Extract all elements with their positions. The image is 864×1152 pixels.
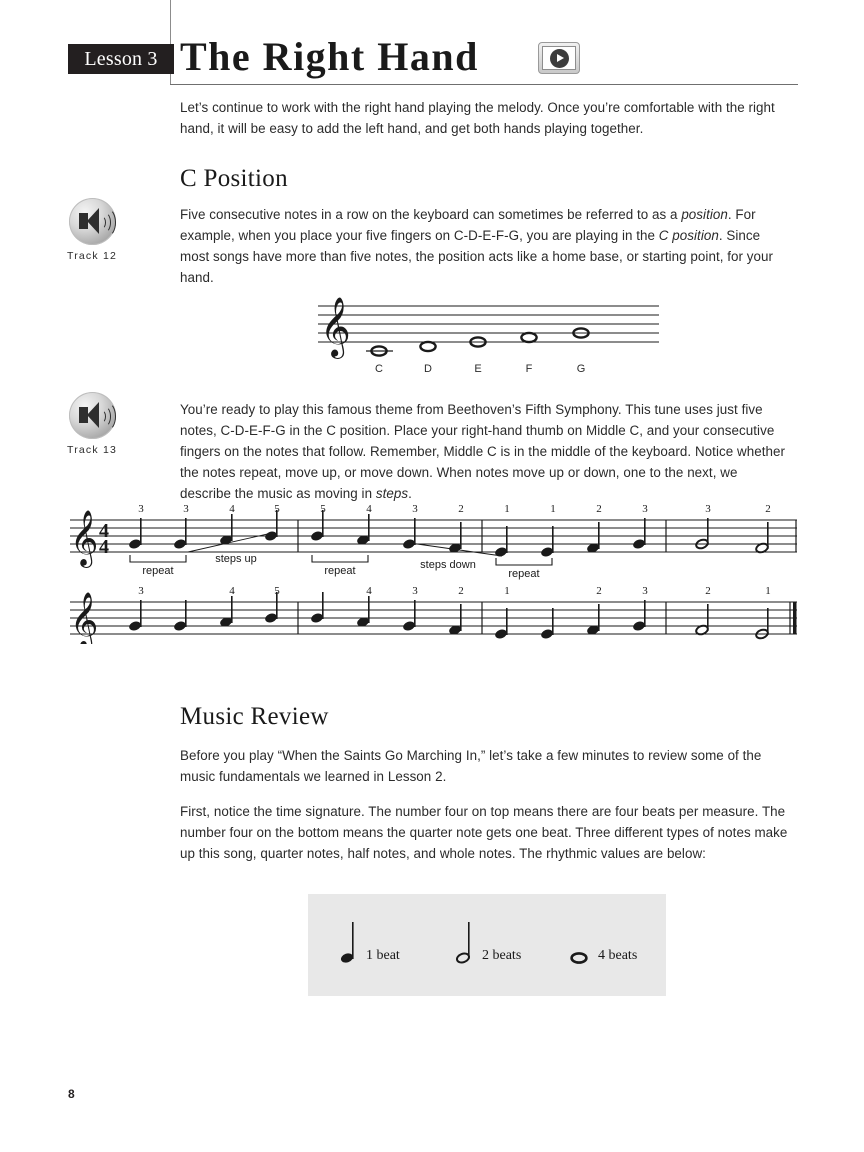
speaker-horn bbox=[87, 402, 99, 428]
music-review-text-block bbox=[180, 745, 792, 878]
whole-note-icon bbox=[570, 918, 590, 966]
cp-t1: Five consecutive notes in a row on the keyboard can sometimes be referred to as a bbox=[180, 207, 682, 222]
track-12[interactable] bbox=[44, 198, 140, 262]
svg-text:3: 3 bbox=[412, 503, 418, 515]
melody-staff-line-2 bbox=[62, 584, 798, 644]
annotation-steps-up: steps up bbox=[215, 553, 257, 565]
music-review-paragraph-1: Before you play “When the Saints Go Marching In,” let’s take a few minutes to review some of the music fundamentals we learned in Lesson 2. bbox=[180, 748, 762, 784]
svg-text:2: 2 bbox=[765, 503, 771, 515]
svg-text:5: 5 bbox=[320, 503, 326, 515]
speaker-icon bbox=[69, 198, 116, 245]
speaker-wave-3 bbox=[98, 402, 116, 431]
annotation-repeat-1: repeat bbox=[142, 565, 174, 577]
quarter-note-icon bbox=[340, 918, 358, 966]
c-position-heading-block bbox=[180, 165, 792, 193]
rhythm-item-whole bbox=[570, 918, 637, 966]
svg-text:4: 4 bbox=[99, 536, 109, 558]
note-name-g: G bbox=[576, 363, 586, 375]
svg-text:4: 4 bbox=[366, 585, 372, 597]
intro-block bbox=[180, 97, 792, 153]
svg-text:5: 5 bbox=[274, 585, 280, 597]
note-name-d: D bbox=[424, 363, 432, 375]
svg-text:1: 1 bbox=[765, 585, 771, 597]
bv-t1: You’re ready to play this famous theme from Beethoven’s Fifth Symphony. This tune uses just five notes, C-D-E-F-G in the C position. Place your right-hand thumb on Middle C, and your consecutive fingers on the notes that follow. Remember, Middle C is in the middle of the keyboard. Notice whether the notes repeat, move up, or move down. When notes move up or down, one to the next, we describe the music as moving in bbox=[180, 402, 785, 501]
page-title: The Right Hand bbox=[180, 34, 479, 79]
svg-text:2: 2 bbox=[596, 503, 602, 515]
svg-text:3: 3 bbox=[138, 585, 144, 597]
beethoven-paragraph bbox=[180, 399, 792, 504]
svg-text:2: 2 bbox=[596, 585, 602, 597]
svg-text:3: 3 bbox=[138, 503, 144, 515]
track-label: Track 13 bbox=[66, 444, 118, 456]
svg-text:𝄞: 𝄞 bbox=[320, 297, 351, 357]
bv-i1: steps bbox=[375, 486, 409, 501]
svg-text:4: 4 bbox=[229, 585, 235, 597]
svg-text:𝄞: 𝄞 bbox=[70, 510, 99, 566]
page-number: 8 bbox=[68, 1087, 75, 1101]
lesson-badge bbox=[68, 44, 174, 74]
annotation-repeat-2: repeat bbox=[324, 565, 356, 577]
svg-text:4: 4 bbox=[366, 503, 372, 515]
svg-text:2: 2 bbox=[458, 585, 464, 597]
cp-i1: position bbox=[681, 207, 728, 222]
svg-text:2: 2 bbox=[458, 503, 464, 515]
section-heading-music-review: Music Review bbox=[180, 703, 329, 730]
cp-i2: C position bbox=[658, 228, 719, 243]
speaker-wave-3 bbox=[98, 208, 116, 237]
cp-t3: . Since most songs have more than five notes, the position acts like a home base, or starting point, for your hand. bbox=[180, 228, 774, 285]
track-13[interactable] bbox=[44, 392, 140, 456]
svg-text:5: 5 bbox=[274, 503, 280, 515]
melody-staff-2-svg bbox=[62, 584, 798, 644]
svg-text:4: 4 bbox=[229, 503, 235, 515]
header-horizontal-rule bbox=[170, 84, 798, 85]
annotation-steps-down: steps down bbox=[420, 559, 476, 571]
section-heading-c-position: C Position bbox=[180, 165, 288, 192]
play-icon-disc bbox=[550, 49, 569, 68]
melody-staff-1-svg bbox=[62, 500, 798, 582]
speaker-icon bbox=[69, 392, 116, 439]
music-review-heading-block bbox=[180, 703, 792, 731]
intro-paragraph: Let’s continue to work with the right hand playing the melody. Once you’re comfortable with the right hand, it will be easy to add the left hand, and get both hands playing together. bbox=[180, 100, 775, 136]
c-position-staff bbox=[318, 288, 660, 376]
rhythm-item-half bbox=[456, 918, 521, 966]
track-label: Track 12 bbox=[66, 250, 118, 262]
svg-text:3: 3 bbox=[412, 585, 418, 597]
note-name-e: E bbox=[474, 363, 482, 375]
svg-text:4: 4 bbox=[99, 520, 109, 542]
cp-t2: . For example, when you place your five fingers on C-D-E-F-G, you are playing in the bbox=[180, 207, 756, 243]
annotation-repeat-3: repeat bbox=[508, 568, 540, 580]
music-review-paragraph-2: First, notice the time signature. The number four on top means there are four beats per measure. The number four on the bottom means the quarter note gets one beat. Three different types of notes make up this song, quarter notes, half notes, and whole notes. The rhythmic values are below: bbox=[180, 804, 788, 861]
lesson-badge-label: Lesson 3 bbox=[84, 47, 158, 70]
svg-text:3: 3 bbox=[705, 503, 711, 515]
melody-staff-line-1 bbox=[62, 500, 798, 582]
speaker-horn bbox=[87, 208, 99, 234]
c-position-staff-svg bbox=[318, 288, 660, 376]
svg-text:3: 3 bbox=[642, 585, 648, 597]
rhythm-label-quarter: 1 beat bbox=[366, 948, 400, 963]
rhythm-label-half: 2 beats bbox=[482, 948, 522, 963]
note-name-f: F bbox=[525, 363, 533, 375]
svg-text:3: 3 bbox=[642, 503, 648, 515]
svg-text:𝄞: 𝄞 bbox=[70, 592, 99, 644]
rhythmic-values-box bbox=[308, 894, 666, 996]
svg-text:1: 1 bbox=[504, 585, 510, 597]
svg-text:1: 1 bbox=[504, 503, 510, 515]
bv-t2: . bbox=[408, 486, 412, 501]
svg-text:2: 2 bbox=[705, 585, 711, 597]
svg-text:1: 1 bbox=[550, 503, 556, 515]
note-name-c: C bbox=[375, 363, 383, 375]
svg-text:3: 3 bbox=[183, 503, 189, 515]
play-video-icon[interactable] bbox=[538, 42, 580, 74]
half-note-icon bbox=[456, 918, 474, 966]
rhythm-label-whole: 4 beats bbox=[598, 948, 638, 963]
rhythm-item-quarter bbox=[340, 918, 400, 966]
play-icon-screen bbox=[542, 46, 576, 70]
c-position-paragraph bbox=[180, 204, 792, 288]
play-icon-triangle bbox=[557, 54, 564, 62]
